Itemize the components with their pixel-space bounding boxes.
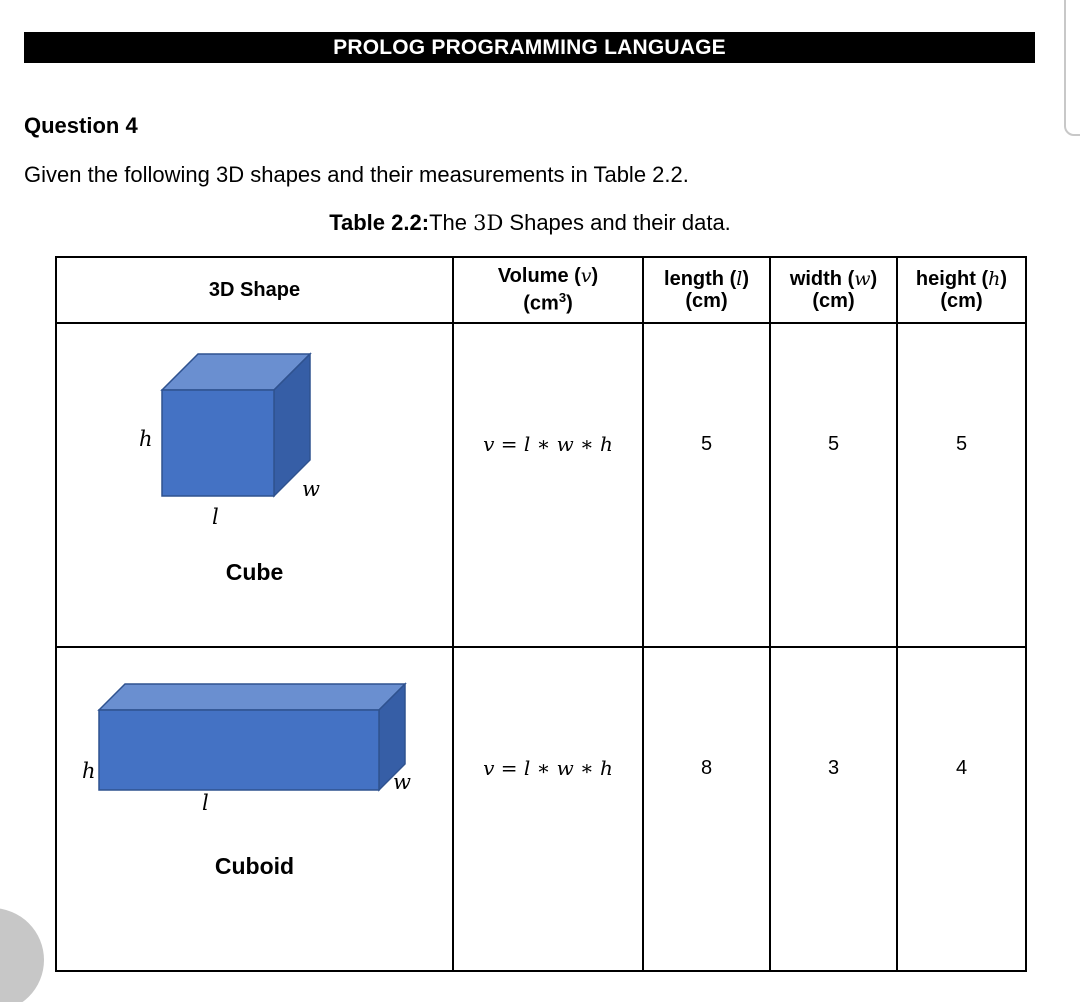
floating-circle-button[interactable] [0, 908, 44, 1002]
cuboid-width-cell: 3 [770, 647, 897, 971]
cuboid-formula-cell: v = l ∗ w ∗ h [453, 647, 643, 971]
header-volume: Volume (v) $(cm^3)$ [453, 257, 643, 323]
shapes-table [55, 256, 1027, 972]
question-intro: Given the following 3D shapes and their measurements in Table 2.2. [24, 162, 689, 187]
cube-label-h: h [139, 427, 153, 451]
caption-label: Table 2.2: [329, 210, 430, 235]
header-shape: 3D Shape [56, 257, 453, 323]
cube-diagram [57, 324, 452, 644]
cuboid-name: Cuboid [214, 853, 295, 879]
header-width: width (w) (cm) [770, 257, 897, 323]
header-length: length (l) (cm) [643, 257, 770, 323]
cube-label-w: w [302, 477, 320, 501]
cuboid-label-h: h [82, 759, 96, 783]
cube-label-l: l [212, 505, 219, 529]
cuboid-diagram [57, 648, 452, 968]
cube-formula-cell: v = l ∗ w ∗ h [453, 323, 643, 647]
table-row-cuboid [56, 647, 1026, 971]
cuboid-top-face [99, 684, 405, 710]
table-caption [0, 210, 1060, 236]
cuboid-front-face [99, 710, 379, 790]
cube-height-cell: 5 [897, 323, 1026, 647]
cube-shape-cell [56, 323, 453, 647]
page-banner: PROLOG PROGRAMMING LANGUAGE [24, 32, 1035, 63]
cube-length-cell: 5 [643, 323, 770, 647]
cube-front-face [162, 390, 274, 496]
header-height: height (h) (cm) [897, 257, 1026, 323]
cuboid-label-w: w [393, 770, 411, 794]
cuboid-length-cell: 8 [643, 647, 770, 971]
cube-name: Cube [225, 559, 284, 585]
table-row-cube [56, 323, 1026, 647]
question-title: Question 4 [24, 113, 138, 138]
caption-text-after: Shapes and their data. [503, 210, 731, 235]
cuboid-shape-cell [56, 647, 453, 971]
cube-width-cell: 5 [770, 323, 897, 647]
table-header-row [56, 257, 1026, 323]
caption-text-before: The [429, 210, 474, 235]
cuboid-height-cell: 4 [897, 647, 1026, 971]
side-scroll-tab[interactable] [1064, 0, 1080, 136]
cuboid-label-l: l [202, 791, 209, 815]
caption-math: 3D [473, 211, 504, 235]
